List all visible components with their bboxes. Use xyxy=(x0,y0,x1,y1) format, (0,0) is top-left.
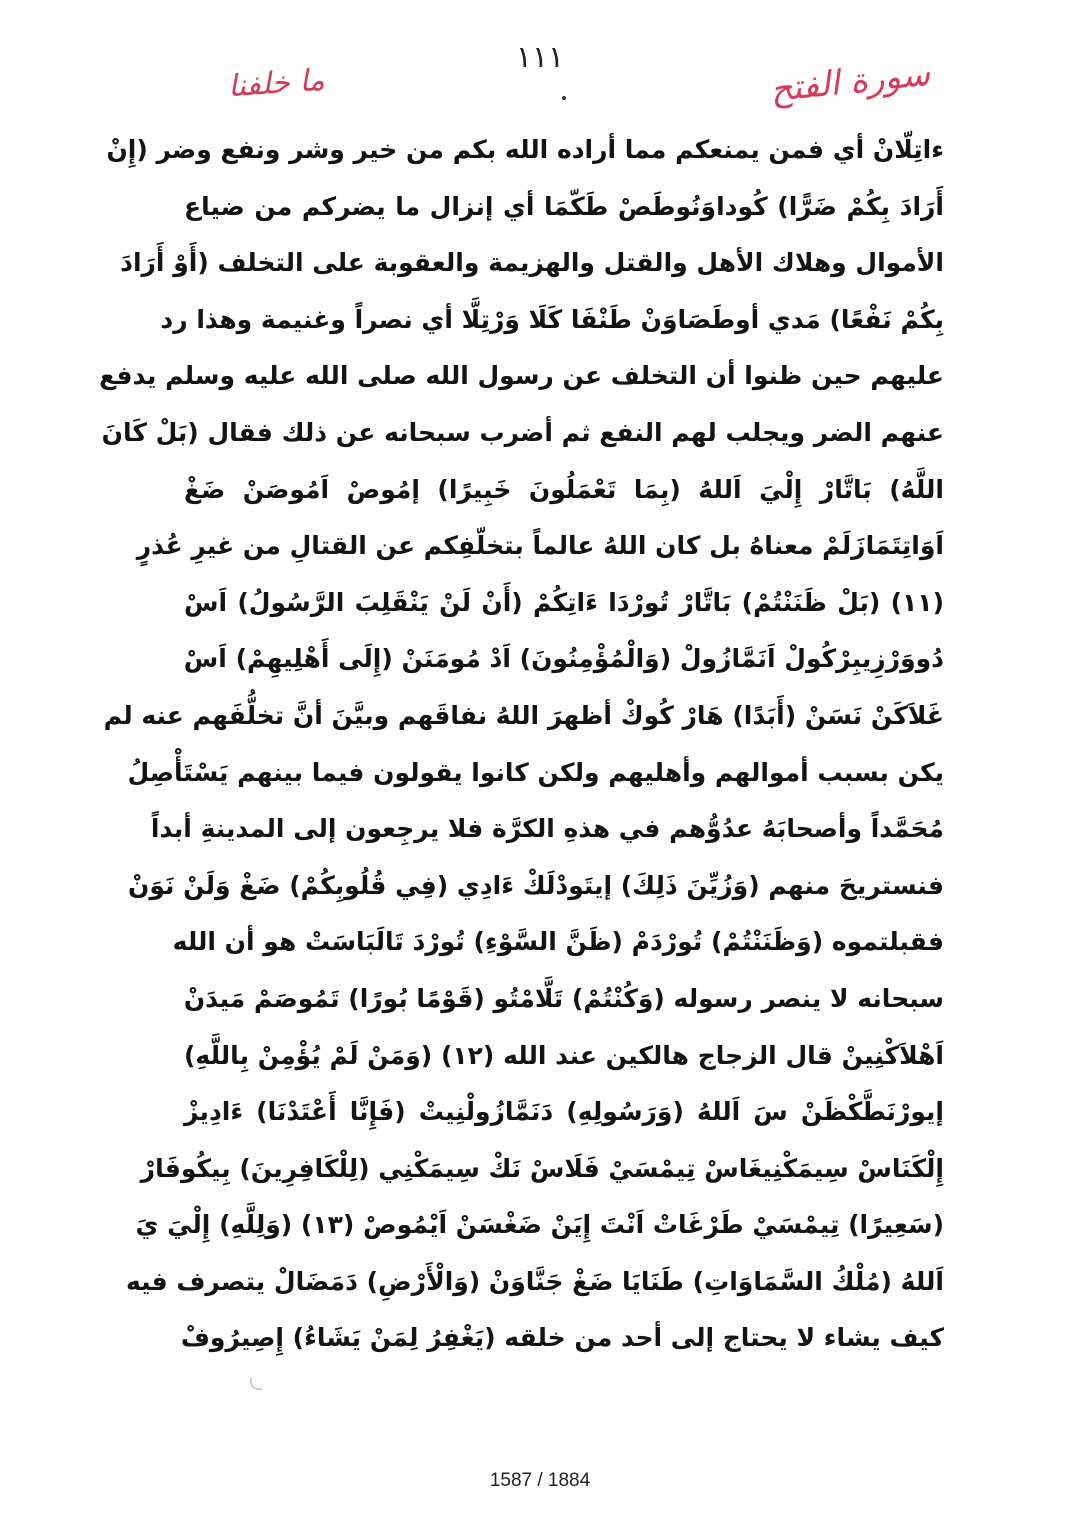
text-line: ءاتِلّانْ أي فمن يمنعكم مما أراده الله بكم من خير وشر ونفع وضر (إِنْ xyxy=(106,135,944,164)
text-line: (١١) (بَلْ ظَنَنْتُمْ) بَاتَّارْ تُورْدَا ءَاتِكُمْ (أَنْ لَنْ يَنْقَلِبَ الرَّسُولُ) اَسْ xyxy=(184,587,944,617)
text-line: بِكُمْ نَفْعًا) مَدي أوطَصَاوَنْ طَنْفَا كَلَا وَرْتِلَّا أي نصراً وغنيمة وهذا رد xyxy=(160,304,944,334)
text-line: أَرَادَ بِكُمْ ضَرًّا) كُوداوَنُوطَصْ طَكّمَا أي إنزال ما يضركم من ضياع xyxy=(184,191,944,221)
text-line: غَلاَكَنْ نَسَنْ (أَبَدًا) هَارْ كُوكْ أظهرَ اللهُ نفاقَهم وبيَّنَ أنَّ تخلُّفَهم عنه لم xyxy=(103,700,944,730)
body-text xyxy=(99,122,944,1367)
page-number: ١١١ xyxy=(515,40,565,75)
text-line: اَوَاتِتَمَازَلَمْ معناهُ بل كان اللهُ عالماً بتخلّفِكم عن القتالِ من غيرِ عُذرٍ xyxy=(136,531,944,561)
text-line: يكن بسبب أموالهم وأهليهم ولكن كانوا يقولون فيما بينهم يَسْتَأْصِلُ xyxy=(127,757,944,787)
handwritten-note-margin: ما خلفنا xyxy=(226,62,326,105)
scan-mark xyxy=(250,1378,262,1390)
text-line: إِلْكَنَاسْ سِيمَكْنِيغَاسْ تِيمْسَيْ فَلَاسْ نَكْ سِيمَكْنِي (لِلْكَافِرِينَ) بِيكُوفَارْ xyxy=(140,1153,944,1183)
text-line: سبحانه لا ينصر رسوله (وَكُنْتُمْ) تَلَّامْتُو (قَوْمًا بُورًا) تَمُوصَمْ مَيدَنْ xyxy=(183,983,944,1013)
page-number-dot xyxy=(562,96,566,100)
text-line: فقبلتموه (وَظَنَنْتُمْ) تُورْدَمْ (ظَنَّ السَّوْءِ) تُورْدَ تَالَبَاسَتْ هو أن الله xyxy=(172,927,944,957)
text-line: إيورْنَطَّكْظَنْ سَ اَللهُ (وَرَسُولِهِ) دَنَمَّازُولْنِيتْ (فَإِنَّا أَعْتَدْنَا) ءَادِيزْ xyxy=(184,1097,944,1127)
text-line: عليهم حين ظنوا أن التخلف عن رسول الله صلى الله عليه وسلم يدفع xyxy=(99,361,944,391)
text-line: (سَعِيرًا) تِيمْسَيْ طَرْغَاتْ اَنْتَ إِيَنْ ضَغْسَنْ اَيْمُوصْ (١٣) (وَلِلَّهِ) إِلْيَ يَ xyxy=(135,1210,944,1240)
text-line: اَهْلاَكْنِينْ قال الزجاج هالكين عند الله (١٢) (وَمَنْ لَمْ يُؤْمِنْ بِاللَّهِ) xyxy=(184,1040,944,1070)
text-line: عنهم الضر ويجلب لهم النفع ثم أضرب سبحانه عن ذلك فقال (بَلْ كَانَ xyxy=(101,417,944,447)
text-line: كيف يشاء لا يحتاج إلى أحد من خلقه (يَغْفِرُ لِمَنْ يَشَاءُ) إِصِيرُوفْ xyxy=(180,1323,944,1353)
text-line: اللَّهُ) بَاتَّارْ إِلْيَ اَللهُ (بِمَا تَعْمَلُونَ خَبِيرًا) إمُوصْ اَمُوصَنْ ضَغْ xyxy=(184,474,944,504)
handwritten-note-surah-title: سورة الفتح xyxy=(768,53,932,111)
text-line: الأموال وهلاك الأهل والقتل والهزيمة والعقوبة على التخلف (أَوْ أَرَادَ xyxy=(120,248,944,278)
text-line: فنستريحَ منهم (وَزُيِّنَ ذَلِكَ) إيتَودْلَكْ ءَادِي (فِي قُلُوبِكُمْ) ضَغْ وَلَنْ نَوَنْ xyxy=(128,870,944,900)
text-line: دُووَرْزِيبِرْكُولْ اَنَمَّازُولْ (وَالْمُؤْمِنُونَ) اَدْ مُومَنَنْ (إِلَى أَهْلِيهِمْ) اَسْ xyxy=(183,644,944,674)
text-line: مُحَمَّداً وأصحابَهُ عدُوُّهم في هذهِ الكرَّة فلا يرجِعون إلى المدينةِ أبداً xyxy=(150,814,944,844)
text-line: اَللهُ (مُلْكُ السَّمَاوَاتِ) طَنَايَا ضَغْ جَنَّاوَنْ (وَالْأَرْضِ) دَمَضَالْ يتصرف فيه xyxy=(125,1266,944,1296)
page-counter: 1587 / 1884 xyxy=(489,1470,591,1491)
